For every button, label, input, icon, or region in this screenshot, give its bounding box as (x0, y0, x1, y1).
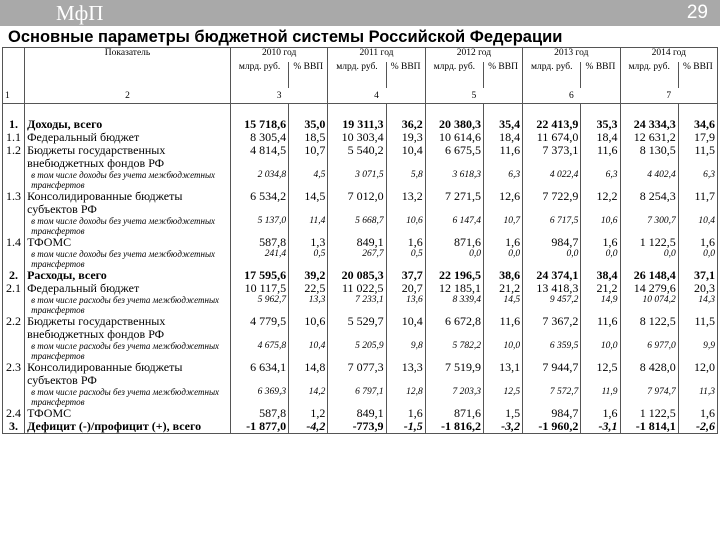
value-cell: 7 300,7 (620, 216, 678, 236)
pct-gdp-cell: 10,4 (386, 144, 425, 170)
pct-gdp-cell: 11,6 (581, 144, 620, 170)
value-cell: 14 279,6 (620, 282, 678, 295)
header-unit-value: млрд. руб. (523, 62, 581, 88)
pct-gdp-cell: 13,2 (386, 190, 425, 216)
pct-gdp-cell: 10,0 (483, 341, 522, 361)
header-year-4: 2014 год (620, 48, 717, 63)
header-unit-value: млрд. руб. (620, 62, 678, 88)
header-num-cell (3, 62, 25, 88)
value-cell: 7 519,9 (425, 361, 483, 387)
budget-table-container (2, 47, 718, 538)
pct-gdp-cell: 1,5 (483, 407, 522, 420)
pct-gdp-cell: -3,2 (483, 420, 522, 434)
pct-gdp-cell: 10,6 (386, 216, 425, 236)
table-row (3, 118, 718, 131)
pct-gdp-cell: 38,6 (483, 269, 522, 282)
value-cell: -1 814,1 (620, 420, 678, 434)
value-cell: 24 374,1 (523, 269, 581, 282)
row-label: в том числе расходы без учета межбюджетных трансфертов (25, 387, 231, 407)
value-cell: 7 367,2 (523, 315, 581, 341)
value-cell: 22 413,9 (523, 118, 581, 131)
value-cell: 12 631,2 (620, 131, 678, 144)
value-cell: 5 205,9 (328, 341, 386, 361)
value-cell: 587,8 (230, 236, 288, 249)
value-cell: 13 418,3 (523, 282, 581, 295)
spacer-cell (3, 104, 25, 119)
pct-gdp-cell: -2,6 (678, 420, 717, 434)
value-cell: 6 672,8 (425, 315, 483, 341)
pct-gdp-cell: 11,7 (678, 190, 717, 216)
value-cell: 4 022,4 (523, 170, 581, 190)
value-cell: 3 618,3 (425, 170, 483, 190)
value-cell: 5 962,7 (230, 295, 288, 315)
pct-gdp-cell: 14,9 (581, 295, 620, 315)
pct-gdp-cell: 10,7 (289, 144, 328, 170)
row-label: Доходы, всего (25, 118, 231, 131)
value-cell: 5 782,2 (425, 341, 483, 361)
value-cell: 0,0 (523, 249, 581, 269)
spacer-cell (386, 104, 425, 119)
pct-gdp-cell: 1,6 (678, 407, 717, 420)
pct-gdp-cell: 12,2 (581, 190, 620, 216)
row-number: 2.2 (3, 315, 25, 341)
row-label: ТФОМС (25, 407, 231, 420)
value-cell: 7 012,0 (328, 190, 386, 216)
value-cell: 7 373,1 (523, 144, 581, 170)
spacer-cell (620, 104, 678, 119)
pct-gdp-cell: 11,9 (581, 387, 620, 407)
value-cell: 4 402,4 (620, 170, 678, 190)
row-number (3, 341, 25, 361)
row-number: 2.4 (3, 407, 25, 420)
table-row (3, 170, 718, 190)
value-cell: 5 668,7 (328, 216, 386, 236)
pct-gdp-cell: 0,0 (483, 249, 522, 269)
value-cell: 6 717,5 (523, 216, 581, 236)
row-number: 2.3 (3, 361, 25, 387)
pct-gdp-cell: 11,5 (678, 315, 717, 341)
pct-gdp-cell: 18,4 (581, 131, 620, 144)
row-number (3, 216, 25, 236)
table-row (3, 387, 718, 407)
pct-gdp-cell: 11,6 (483, 315, 522, 341)
value-cell: 0,0 (620, 249, 678, 269)
pct-gdp-cell: 14,3 (678, 295, 717, 315)
pct-gdp-cell: 1,6 (483, 236, 522, 249)
value-cell: 7 974,7 (620, 387, 678, 407)
value-cell: 20 085,3 (328, 269, 386, 282)
pct-gdp-cell: 0,5 (289, 249, 328, 269)
value-cell: 12 185,1 (425, 282, 483, 295)
row-label: в том числе расходы без учета межбюджетных трансфертов (25, 295, 231, 315)
spacer-cell (230, 104, 288, 119)
value-cell: 5 540,2 (328, 144, 386, 170)
header-indicator: Показатель (25, 48, 231, 63)
value-cell: 15 718,6 (230, 118, 288, 131)
table-row (3, 315, 718, 341)
pct-gdp-cell: 5,8 (386, 170, 425, 190)
value-cell: 10 614,6 (425, 131, 483, 144)
header-unit-value: млрд. руб. (328, 62, 386, 88)
pct-gdp-cell: 38,4 (581, 269, 620, 282)
value-cell: 849,1 (328, 236, 386, 249)
pct-gdp-cell: 6,3 (678, 170, 717, 190)
row-number: 3. (3, 420, 25, 434)
pct-gdp-cell: 35,0 (289, 118, 328, 131)
header-num-cell (3, 48, 25, 63)
header-unit-pct: % ВВП (581, 62, 620, 88)
value-cell: 10 303,4 (328, 131, 386, 144)
pct-gdp-cell: 21,2 (483, 282, 522, 295)
pct-gdp-cell: 14,5 (483, 295, 522, 315)
row-number: 1.2 (3, 144, 25, 170)
header-unit-pct: % ВВП (483, 62, 522, 88)
row-number (3, 170, 25, 190)
row-label: Федеральный бюджет (25, 131, 231, 144)
spacer-cell (581, 104, 620, 119)
value-cell: 17 595,6 (230, 269, 288, 282)
value-cell: 8 428,0 (620, 361, 678, 387)
spacer-cell (678, 104, 717, 119)
spacer-cell (289, 104, 328, 119)
value-cell: 5 529,7 (328, 315, 386, 341)
pct-gdp-cell: 20,7 (386, 282, 425, 295)
budget-table (2, 47, 718, 434)
row-label: Дефицит (-)/профицит (+), всего (25, 420, 231, 434)
page-number: 29 (686, 2, 708, 23)
row-number (3, 295, 25, 315)
pct-gdp-cell: 9,8 (386, 341, 425, 361)
pct-gdp-cell: 10,6 (581, 216, 620, 236)
table-row (3, 295, 718, 315)
value-cell: -1 877,0 (230, 420, 288, 434)
pct-gdp-cell: 10,7 (483, 216, 522, 236)
row-label: в том числе доходы без учета межбюджетных трансфертов (25, 216, 231, 236)
value-cell: 3 071,5 (328, 170, 386, 190)
value-cell: 984,7 (523, 236, 581, 249)
spacer-cell (425, 104, 483, 119)
row-number: 1.4 (3, 236, 25, 249)
slide-header-bar (0, 0, 720, 26)
row-number: 2. (3, 269, 25, 282)
value-cell: 24 334,3 (620, 118, 678, 131)
value-cell: 7 944,7 (523, 361, 581, 387)
pct-gdp-cell: 10,4 (678, 216, 717, 236)
value-cell: 7 271,5 (425, 190, 483, 216)
value-cell: 22 196,5 (425, 269, 483, 282)
spacer-cell (523, 104, 581, 119)
header-col-number: 3 (230, 88, 327, 104)
header-year-1: 2011 год (328, 48, 425, 63)
value-cell: 11 674,0 (523, 131, 581, 144)
pct-gdp-cell: -1,5 (386, 420, 425, 434)
pct-gdp-cell: 4,5 (289, 170, 328, 190)
value-cell: -1 960,2 (523, 420, 581, 434)
pct-gdp-cell: 1,3 (289, 236, 328, 249)
value-cell: 871,6 (425, 407, 483, 420)
pct-gdp-cell: 6,3 (483, 170, 522, 190)
pct-gdp-cell: 1,6 (678, 236, 717, 249)
pct-gdp-cell: 11,4 (289, 216, 328, 236)
pct-gdp-cell: 21,2 (581, 282, 620, 295)
row-label: Расходы, всего (25, 269, 231, 282)
value-cell: -1 816,2 (425, 420, 483, 434)
value-cell: 10 074,2 (620, 295, 678, 315)
header-year-0: 2010 год (230, 48, 327, 63)
pct-gdp-cell: 13,3 (386, 361, 425, 387)
value-cell: -773,9 (328, 420, 386, 434)
pct-gdp-cell: 10,4 (289, 341, 328, 361)
pct-gdp-cell: 17,9 (678, 131, 717, 144)
pct-gdp-cell: 19,3 (386, 131, 425, 144)
header-indicator-blank (25, 62, 231, 88)
pct-gdp-cell: 18,5 (289, 131, 328, 144)
value-cell: 7 722,9 (523, 190, 581, 216)
value-cell: 984,7 (523, 407, 581, 420)
pct-gdp-cell: 1,6 (386, 407, 425, 420)
pct-gdp-cell: 13,6 (386, 295, 425, 315)
pct-gdp-cell: 10,0 (581, 341, 620, 361)
pct-gdp-cell: 37,7 (386, 269, 425, 282)
header-unit-value: млрд. руб. (425, 62, 483, 88)
row-label: Консолидированные бюджеты субъектов РФ (25, 361, 231, 387)
header-unit-pct: % ВВП (678, 62, 717, 88)
value-cell: 6 977,0 (620, 341, 678, 361)
row-number (3, 249, 25, 269)
value-cell: 7 233,1 (328, 295, 386, 315)
pct-gdp-cell: 11,6 (581, 315, 620, 341)
header-col-number: 4 (328, 88, 425, 104)
header-unit-pct: % ВВП (289, 62, 328, 88)
table-row (3, 216, 718, 236)
value-cell: 241,4 (230, 249, 288, 269)
table-row (3, 341, 718, 361)
row-label: в том числе расходы без учета межбюджетных трансфертов (25, 341, 231, 361)
pct-gdp-cell: 10,4 (386, 315, 425, 341)
value-cell: 6 675,5 (425, 144, 483, 170)
pct-gdp-cell: 1,6 (386, 236, 425, 249)
pct-gdp-cell: 36,2 (386, 118, 425, 131)
value-cell: 6 797,1 (328, 387, 386, 407)
pct-gdp-cell: 13,3 (289, 295, 328, 315)
value-cell: 871,6 (425, 236, 483, 249)
brand-logo-text: МфП (56, 1, 104, 25)
header-col-number: 1 (3, 88, 25, 104)
pct-gdp-cell: -4,2 (289, 420, 328, 434)
value-cell: 267,7 (328, 249, 386, 269)
pct-gdp-cell: 35,3 (581, 118, 620, 131)
pct-gdp-cell: 11,3 (678, 387, 717, 407)
header-year-3: 2013 год (523, 48, 620, 63)
value-cell: 7 203,3 (425, 387, 483, 407)
value-cell: 587,8 (230, 407, 288, 420)
value-cell: 1 122,5 (620, 236, 678, 249)
row-number: 1.3 (3, 190, 25, 216)
row-number: 2.1 (3, 282, 25, 295)
value-cell: 8 305,4 (230, 131, 288, 144)
value-cell: 6 147,4 (425, 216, 483, 236)
row-label: Бюджеты государственных внебюджетных фондов РФ (25, 315, 231, 341)
value-cell: 7 077,3 (328, 361, 386, 387)
value-cell: 9 457,2 (523, 295, 581, 315)
table-row (3, 249, 718, 269)
value-cell: 0,0 (425, 249, 483, 269)
table-row (3, 131, 718, 144)
row-label: ТФОМС (25, 236, 231, 249)
value-cell: 19 311,3 (328, 118, 386, 131)
pct-gdp-cell: 22,5 (289, 282, 328, 295)
pct-gdp-cell: 12,5 (483, 387, 522, 407)
header-unit-pct: % ВВП (386, 62, 425, 88)
pct-gdp-cell: 10,6 (289, 315, 328, 341)
value-cell: 6 534,2 (230, 190, 288, 216)
pct-gdp-cell: 12,5 (581, 361, 620, 387)
pct-gdp-cell: 34,6 (678, 118, 717, 131)
pct-gdp-cell: 1,2 (289, 407, 328, 420)
page-title: Основные параметры бюджетной системы Российской Федерации (8, 28, 563, 46)
pct-gdp-cell: 20,3 (678, 282, 717, 295)
row-label: Федеральный бюджет (25, 282, 231, 295)
spacer-cell (328, 104, 386, 119)
table-row (3, 407, 718, 420)
value-cell: 7 572,7 (523, 387, 581, 407)
value-cell: 4 779,5 (230, 315, 288, 341)
value-cell: 4 675,8 (230, 341, 288, 361)
value-cell: 1 122,5 (620, 407, 678, 420)
value-cell: 10 117,5 (230, 282, 288, 295)
row-label: Бюджеты государственных внебюджетных фондов РФ (25, 144, 231, 170)
pct-gdp-cell: -3,1 (581, 420, 620, 434)
value-cell: 6 634,1 (230, 361, 288, 387)
value-cell: 849,1 (328, 407, 386, 420)
pct-gdp-cell: 1,6 (581, 236, 620, 249)
table-row (3, 236, 718, 249)
value-cell: 8 254,3 (620, 190, 678, 216)
value-cell: 8 130,5 (620, 144, 678, 170)
header-year-2: 2012 год (425, 48, 522, 63)
pct-gdp-cell: 11,6 (483, 144, 522, 170)
row-number: 1.1 (3, 131, 25, 144)
pct-gdp-cell: 14,8 (289, 361, 328, 387)
value-cell: 2 034,8 (230, 170, 288, 190)
row-label: в том числе доходы без учета межбюджетных трансфертов (25, 170, 231, 190)
header-col-number: 7 (620, 88, 717, 104)
value-cell: 4 814,5 (230, 144, 288, 170)
pct-gdp-cell: 14,5 (289, 190, 328, 216)
table-row (3, 361, 718, 387)
pct-gdp-cell: 0,0 (678, 249, 717, 269)
spacer-cell (25, 104, 231, 119)
pct-gdp-cell: 0,5 (386, 249, 425, 269)
row-number: 1. (3, 118, 25, 131)
header-col-number: 6 (523, 88, 620, 104)
pct-gdp-cell: 6,3 (581, 170, 620, 190)
spacer-cell (483, 104, 522, 119)
value-cell: 8 339,4 (425, 295, 483, 315)
value-cell: 11 022,5 (328, 282, 386, 295)
pct-gdp-cell: 0,0 (581, 249, 620, 269)
pct-gdp-cell: 37,1 (678, 269, 717, 282)
table-row (3, 420, 718, 434)
value-cell: 5 137,0 (230, 216, 288, 236)
row-label: Консолидированные бюджеты субъектов РФ (25, 190, 231, 216)
value-cell: 8 122,5 (620, 315, 678, 341)
table-row (3, 144, 718, 170)
row-label: в том числе доходы без учета межбюджетных трансфертов (25, 249, 231, 269)
header-col-number: 2 (25, 88, 231, 104)
table-row (3, 269, 718, 282)
pct-gdp-cell: 12,8 (386, 387, 425, 407)
header-col-number: 5 (425, 88, 522, 104)
value-cell: 20 380,3 (425, 118, 483, 131)
pct-gdp-cell: 1,6 (581, 407, 620, 420)
pct-gdp-cell: 12,0 (678, 361, 717, 387)
pct-gdp-cell: 11,5 (678, 144, 717, 170)
value-cell: 6 369,3 (230, 387, 288, 407)
pct-gdp-cell: 13,1 (483, 361, 522, 387)
pct-gdp-cell: 12,6 (483, 190, 522, 216)
pct-gdp-cell: 35,4 (483, 118, 522, 131)
pct-gdp-cell: 18,4 (483, 131, 522, 144)
pct-gdp-cell: 39,2 (289, 269, 328, 282)
table-row (3, 190, 718, 216)
value-cell: 6 359,5 (523, 341, 581, 361)
header-unit-value: млрд. руб. (230, 62, 288, 88)
pct-gdp-cell: 9,9 (678, 341, 717, 361)
table-row (3, 282, 718, 295)
pct-gdp-cell: 14,2 (289, 387, 328, 407)
value-cell: 26 148,4 (620, 269, 678, 282)
row-number (3, 387, 25, 407)
